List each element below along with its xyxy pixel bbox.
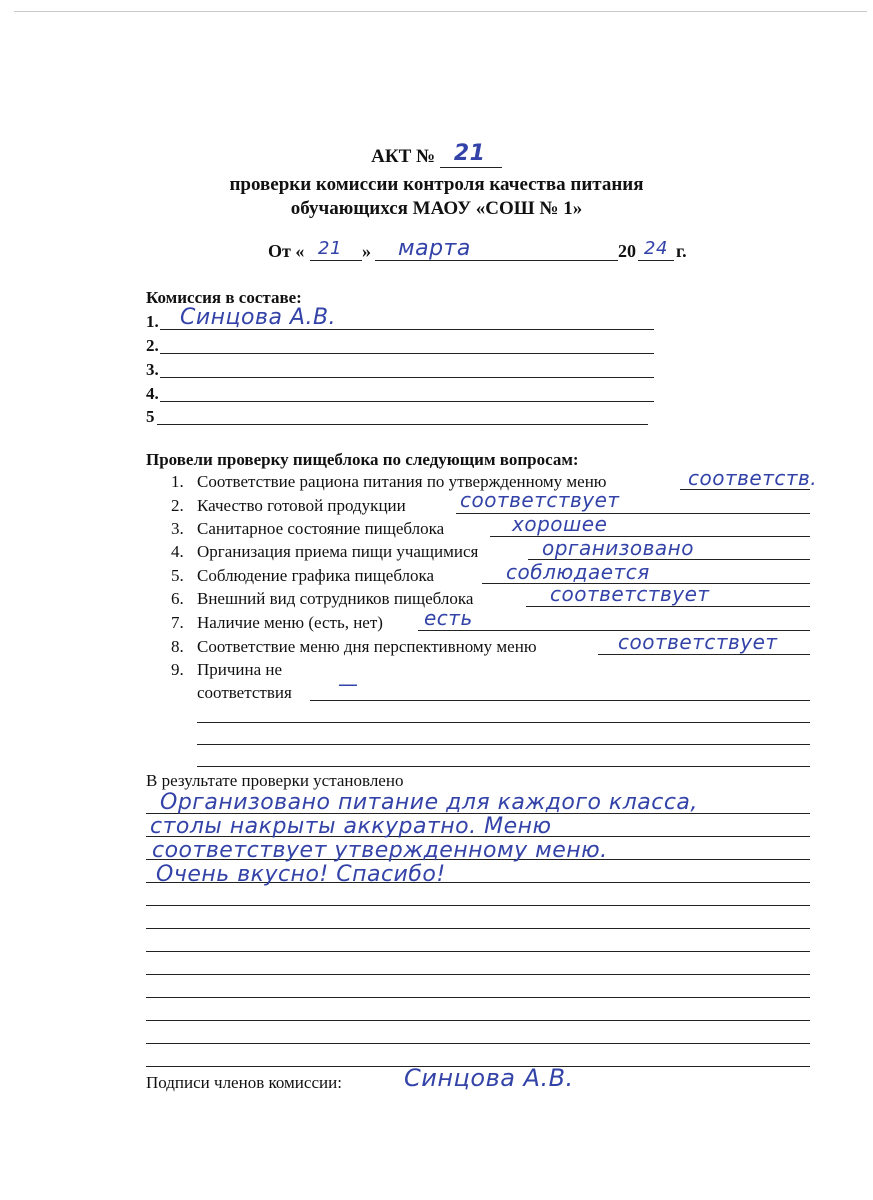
item-text-cont: соответствия [197, 683, 292, 702]
item-answer: организовано [542, 536, 694, 560]
result-handwritten-line: Организовано питание для каждого класса, [160, 790, 698, 815]
item-text: Причина не [197, 660, 283, 679]
scan-edge-line [14, 11, 867, 12]
result-line [146, 974, 810, 975]
result-line [146, 951, 810, 952]
item-num: 7. [171, 613, 184, 632]
item-num: 5. [171, 566, 184, 585]
result-line [146, 928, 810, 929]
item-answer: соответствует [550, 582, 710, 606]
result-heading: В результате проверки установлено [146, 771, 404, 790]
member-line [157, 424, 648, 425]
result-handwritten-line: столы накрыты аккуратно. Меню [150, 814, 552, 839]
item-answer: есть [424, 606, 473, 630]
member-line [160, 353, 654, 354]
result-line [146, 997, 810, 998]
date-year-prefix: 20 [618, 241, 636, 261]
item-text: Соответствие рациона питания по утвержденному меню [197, 472, 607, 491]
item-num: 4. [171, 542, 184, 561]
item-text: Соблюдение графика пищеблока [197, 566, 435, 585]
item-answer: соответствует [618, 630, 778, 654]
item-num: 2. [171, 496, 184, 515]
inspection-heading: Провели проверку пищеблока по следующим вопросам: [146, 450, 579, 469]
item-answer: — [338, 672, 359, 696]
item-text: Санитарное состояние пищеблока [197, 519, 445, 538]
member-line [160, 377, 654, 378]
item-answer-line [456, 513, 810, 514]
result-handwritten-line: соответствует утвержденному меню. [152, 838, 608, 863]
item-num: 3. [171, 519, 184, 538]
date-prefix: От « [268, 241, 305, 261]
date-month: марта [398, 236, 471, 261]
item-num: 1. [171, 472, 184, 491]
member-num: 2. [146, 336, 159, 355]
result-line [146, 1020, 810, 1021]
item-answer-line [526, 606, 810, 607]
item-num: 9. [171, 660, 184, 679]
item-num: 8. [171, 637, 184, 656]
subtitle-line-2: обучающихся МАОУ «СОШ № 1» [290, 198, 583, 219]
item-answer-line [310, 700, 810, 701]
result-line [146, 905, 810, 906]
commission-heading: Комиссия в составе: [146, 288, 302, 307]
item-text: Качество готовой продукции [197, 496, 406, 515]
member-name: Синцова А.В. [180, 305, 337, 330]
blank-line [197, 744, 810, 745]
item-text: Внешний вид сотрудников пищеблока [197, 589, 474, 608]
item-text: Организация приема пищи учащимися [197, 542, 479, 561]
date-day: 21 [318, 238, 342, 259]
item-num: 6. [171, 589, 184, 608]
member-num: 3. [146, 360, 159, 379]
date-year-underline [638, 260, 674, 261]
member-num: 1. [146, 312, 159, 331]
blank-line [197, 766, 810, 767]
item-answer-line [598, 654, 810, 655]
member-num: 4. [146, 384, 159, 403]
item-text: Соответствие меню дня перспективному меню [197, 637, 537, 656]
date-mid: » [362, 241, 371, 261]
signatures-label: Подписи членов комиссии: [146, 1073, 342, 1092]
result-line [146, 1043, 810, 1044]
item-answer: соответств. [688, 466, 818, 490]
blank-line [197, 722, 810, 723]
result-handwritten-line: Очень вкусно! Спасибо! [156, 862, 446, 887]
act-number: 21 [453, 141, 486, 166]
date-end: г. [676, 241, 687, 261]
member-line [160, 401, 654, 402]
act-title [0, 141, 873, 168]
member-num: 5 [146, 407, 155, 426]
date-day-underline [310, 260, 362, 261]
item-answer: соответствует [460, 488, 620, 512]
date-year-suffix: 24 [644, 238, 668, 259]
subtitle-line-1: проверки комиссии контроля качества питания [229, 174, 644, 195]
act-label: АКТ № [371, 146, 436, 167]
item-text: Наличие меню (есть, нет) [197, 613, 383, 632]
item-answer: соблюдается [506, 560, 650, 584]
signature-value: Синцова А.В. [404, 1064, 574, 1092]
act-number-field [440, 141, 502, 168]
item-answer: хорошее [512, 512, 608, 536]
